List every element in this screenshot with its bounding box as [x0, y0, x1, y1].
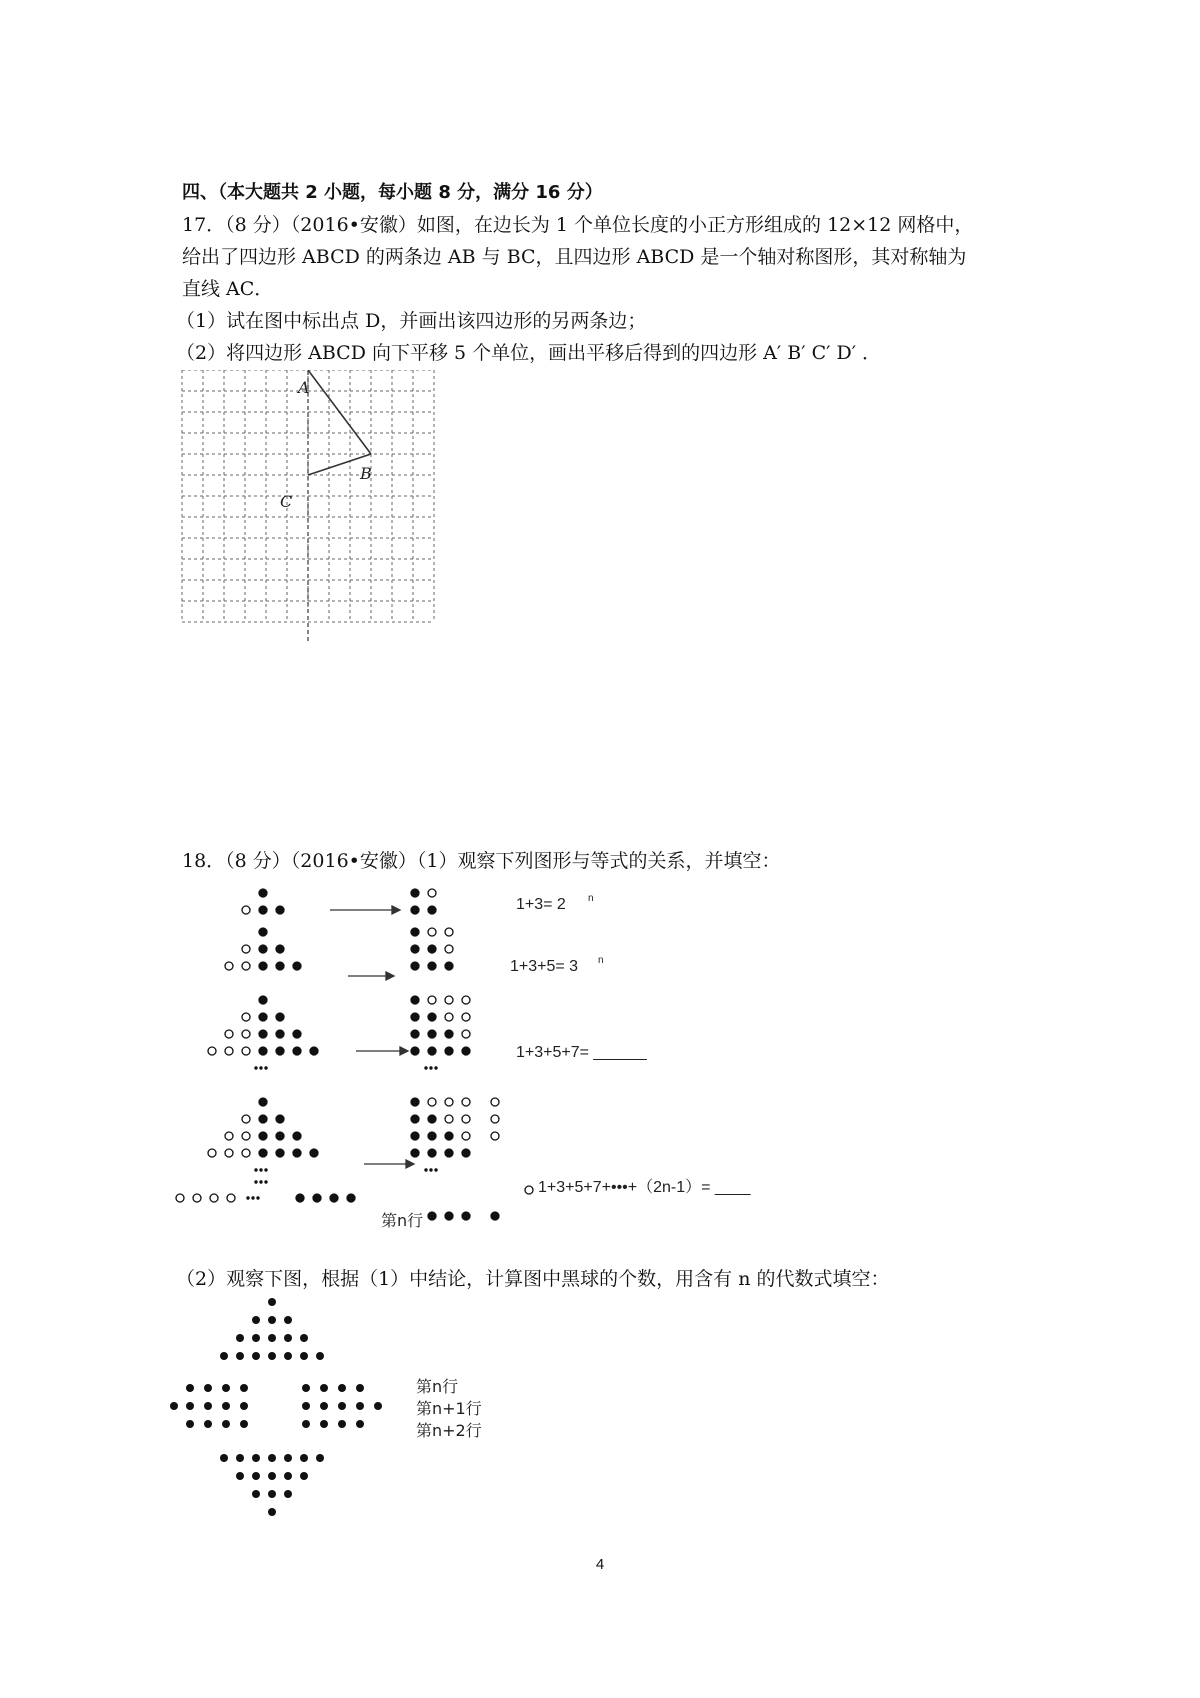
black-ball: [222, 1402, 230, 1410]
ellipsis-dot: [259, 1066, 262, 1069]
black-ball: [276, 1013, 284, 1021]
black-ball: [222, 1384, 230, 1392]
ellipsis-dot: [254, 1066, 257, 1069]
arrows: [330, 906, 414, 1168]
page-number: 4: [595, 1556, 605, 1573]
white-ball: [193, 1194, 201, 1202]
black-ball: [293, 1132, 301, 1140]
black-ball: [310, 1047, 318, 1055]
white-ball: [462, 1030, 470, 1038]
q17-part2: （2）将四边形 ABCD 向下平移 5 个单位，画出平移后得到的四边形 A′ B′ C′ D′ ．: [176, 342, 882, 364]
black-ball: [186, 1384, 194, 1392]
white-ball: [242, 906, 250, 914]
black-ball: [268, 1316, 276, 1324]
black-ball: [276, 962, 284, 970]
dot-patterns: [176, 889, 533, 1220]
label-row-n-plus-2: 第n+2行: [416, 1421, 482, 1440]
white-ball: [242, 1030, 250, 1038]
ellipsis-dot: [424, 1066, 427, 1069]
black-ball: [293, 1047, 301, 1055]
black-ball: [300, 1472, 308, 1480]
q17-line2: 给出了四边形 ABCD 的两条边 AB 与 BC，且四边形 ABCD 是一个轴对称图形，其对称轴为: [182, 246, 967, 268]
black-ball: [259, 1149, 267, 1157]
black-ball: [310, 1149, 318, 1157]
black-ball: [320, 1384, 328, 1392]
black-ball: [268, 1352, 276, 1360]
black-ball: [411, 962, 419, 970]
white-ball: [225, 1047, 233, 1055]
ellipsis-dot: [429, 1168, 432, 1171]
black-ball: [186, 1402, 194, 1410]
black-ball: [236, 1352, 244, 1360]
black-ball: [428, 1030, 436, 1038]
ellipsis-dot: [264, 1168, 267, 1171]
black-ball: [356, 1420, 364, 1428]
ellipsis-dot: [434, 1066, 437, 1069]
black-ball: [462, 1047, 470, 1055]
black-ball: [411, 996, 419, 1004]
equation-2: 1+3+5= 3: [510, 958, 579, 975]
black-ball: [268, 1490, 276, 1498]
black-ball: [268, 1334, 276, 1342]
black-ball: [204, 1420, 212, 1428]
black-ball: [240, 1384, 248, 1392]
black-ball: [268, 1298, 276, 1306]
black-ball: [300, 1352, 308, 1360]
black-ball: [374, 1402, 382, 1410]
white-ball: [242, 1149, 250, 1157]
black-ball: [445, 1030, 453, 1038]
white-ball: [445, 1098, 453, 1106]
equation-3: 1+3+5+7= ______: [516, 1044, 647, 1061]
white-ball: [445, 945, 453, 953]
white-ball: [242, 1115, 250, 1123]
black-ball: [445, 962, 453, 970]
black-ball-figure: [170, 1298, 382, 1516]
black-ball: [259, 962, 267, 970]
row-n-label: 第n行: [381, 1211, 424, 1230]
ellipsis-dot: [251, 1196, 254, 1199]
black-ball: [356, 1402, 364, 1410]
white-ball: [525, 1186, 533, 1194]
black-ball: [338, 1384, 346, 1392]
black-ball: [313, 1194, 321, 1202]
black-ball: [284, 1454, 292, 1462]
q17-line3: 直线 AC．: [182, 278, 274, 300]
black-ball: [293, 962, 301, 970]
black-ball: [276, 1047, 284, 1055]
q18-dot-pattern-figure: [170, 880, 850, 1240]
white-ball: [462, 1132, 470, 1140]
black-ball: [276, 906, 284, 914]
black-ball: [220, 1454, 228, 1462]
black-ball: [445, 1047, 453, 1055]
point-label-c: C: [280, 492, 293, 511]
black-ball: [428, 1149, 436, 1157]
white-ball: [242, 962, 250, 970]
grid-lines: [182, 370, 434, 642]
black-ball: [204, 1384, 212, 1392]
white-ball: [445, 996, 453, 1004]
black-ball: [411, 1132, 419, 1140]
white-ball: [462, 996, 470, 1004]
black-ball: [411, 1115, 419, 1123]
white-ball: [428, 996, 436, 1004]
black-ball: [320, 1420, 328, 1428]
white-ball: [462, 1098, 470, 1106]
q18-part2: （2）观察下图，根据（1）中结论，计算图中黑球的个数，用含有 n 的代数式填空：: [176, 1268, 890, 1290]
black-ball: [236, 1454, 244, 1462]
black-ball: [259, 928, 267, 936]
white-ball: [428, 1098, 436, 1106]
q17-grid-figure: [170, 370, 470, 690]
white-ball: [445, 928, 453, 936]
black-ball: [252, 1352, 260, 1360]
white-ball: [208, 1149, 216, 1157]
black-ball: [259, 889, 267, 897]
white-ball: [225, 1149, 233, 1157]
white-ball: [462, 1115, 470, 1123]
point-label-a: A: [298, 378, 310, 397]
black-ball: [316, 1352, 324, 1360]
equation-1: 1+3= 2: [516, 896, 566, 913]
ellipsis-dot: [429, 1066, 432, 1069]
black-ball: [411, 906, 419, 914]
black-ball: [356, 1384, 364, 1392]
black-ball: [428, 945, 436, 953]
black-ball: [276, 1115, 284, 1123]
equation-2-sup: n: [598, 955, 604, 966]
white-ball: [428, 928, 436, 936]
ellipsis-dot: [254, 1168, 257, 1171]
black-ball: [252, 1454, 260, 1462]
black-ball: [338, 1402, 346, 1410]
black-ball: [259, 1047, 267, 1055]
ellipsis-dot: [254, 1180, 257, 1183]
white-ball: [445, 1013, 453, 1021]
black-ball: [236, 1472, 244, 1480]
q17-part1: （1）试在图中标出点 D，并画出该四边形的另两条边；: [176, 310, 647, 332]
black-ball: [411, 889, 419, 897]
black-ball: [462, 1212, 470, 1220]
white-ball: [445, 1115, 453, 1123]
ellipsis-dot: [264, 1066, 267, 1069]
black-ball: [428, 1115, 436, 1123]
black-ball: [240, 1420, 248, 1428]
black-ball: [252, 1334, 260, 1342]
black-ball: [259, 996, 267, 1004]
black-ball: [411, 928, 419, 936]
black-ball: [222, 1420, 230, 1428]
white-ball: [242, 1132, 250, 1140]
black-ball: [428, 906, 436, 914]
black-ball: [276, 1132, 284, 1140]
white-ball: [242, 1047, 250, 1055]
white-ball: [491, 1132, 499, 1140]
black-ball: [236, 1334, 244, 1342]
ellipsis-dot: [264, 1180, 267, 1183]
black-ball: [296, 1194, 304, 1202]
point-label-b: B: [360, 464, 372, 483]
black-ball: [293, 1030, 301, 1038]
white-ball: [462, 1013, 470, 1021]
black-ball: [411, 945, 419, 953]
black-ball: [170, 1402, 178, 1410]
white-ball: [491, 1098, 499, 1106]
black-ball: [268, 1472, 276, 1480]
black-ball: [300, 1454, 308, 1462]
black-ball: [268, 1454, 276, 1462]
black-ball: [240, 1402, 248, 1410]
black-ball: [259, 1030, 267, 1038]
black-ball: [445, 1132, 453, 1140]
white-ball: [227, 1194, 235, 1202]
section-heading: 四、（本大题共 2 小题，每小题 8 分，满分 16 分）: [182, 182, 603, 203]
white-ball: [225, 962, 233, 970]
black-ball: [300, 1334, 308, 1342]
black-ball: [284, 1490, 292, 1498]
black-ball: [428, 1132, 436, 1140]
white-ball: [242, 945, 250, 953]
black-ball: [276, 1149, 284, 1157]
ellipsis-dot: [246, 1196, 249, 1199]
black-ball: [259, 906, 267, 914]
white-ball: [225, 1030, 233, 1038]
ellipsis-dot: [259, 1168, 262, 1171]
q18-line1: 18．（8 分）（2016•安徽）（1）观察下列图形与等式的关系，并填空：: [182, 850, 781, 872]
black-ball: [220, 1352, 228, 1360]
black-ball: [428, 1047, 436, 1055]
black-ball: [347, 1194, 355, 1202]
black-ball: [302, 1402, 310, 1410]
black-ball: [252, 1490, 260, 1498]
quadrilateral-edges: [308, 370, 371, 475]
black-ball: [252, 1316, 260, 1324]
black-ball: [491, 1212, 499, 1220]
white-ball: [428, 889, 436, 897]
equation-1-sup: n: [588, 893, 594, 904]
black-ball: [411, 1098, 419, 1106]
black-ball: [411, 1030, 419, 1038]
black-ball: [186, 1420, 194, 1428]
black-ball: [445, 1212, 453, 1220]
black-ball: [302, 1420, 310, 1428]
black-ball: [330, 1194, 338, 1202]
black-ball: [259, 1115, 267, 1123]
black-ball: [462, 1149, 470, 1157]
black-ball: [428, 1013, 436, 1021]
label-row-n-plus-1: 第n+1行: [416, 1399, 482, 1418]
edge-ab: [308, 370, 371, 454]
white-ball: [210, 1194, 218, 1202]
q18-part2-figure: [170, 1296, 530, 1546]
black-ball: [338, 1420, 346, 1428]
black-ball: [320, 1402, 328, 1410]
white-ball: [225, 1132, 233, 1140]
white-ball: [491, 1115, 499, 1123]
black-ball: [302, 1384, 310, 1392]
black-ball: [284, 1352, 292, 1360]
black-ball: [259, 1013, 267, 1021]
black-ball: [411, 1013, 419, 1021]
black-ball: [316, 1454, 324, 1462]
black-ball: [259, 1098, 267, 1106]
black-ball: [276, 1030, 284, 1038]
black-ball: [284, 1472, 292, 1480]
black-ball: [204, 1402, 212, 1410]
equation-4: 1+3+5+7+•••+（2n-1）= ____: [538, 1179, 751, 1196]
white-ball: [176, 1194, 184, 1202]
black-ball: [276, 945, 284, 953]
black-ball: [411, 1149, 419, 1157]
white-ball: [242, 1013, 250, 1021]
black-ball: [284, 1316, 292, 1324]
ellipsis-dot: [434, 1168, 437, 1171]
q17-line1: 17．（8 分）（2016•安徽）如图，在边长为 1 个单位长度的小正方形组成的 12×12 网格中，: [182, 214, 974, 236]
ellipsis-dot: [424, 1168, 427, 1171]
black-ball: [284, 1334, 292, 1342]
black-ball: [428, 1212, 436, 1220]
black-ball: [259, 1132, 267, 1140]
black-ball: [445, 1149, 453, 1157]
black-ball: [252, 1472, 260, 1480]
black-ball: [411, 1047, 419, 1055]
white-ball: [208, 1047, 216, 1055]
label-row-n: 第n行: [416, 1377, 459, 1396]
black-ball: [268, 1508, 276, 1516]
black-ball: [428, 962, 436, 970]
black-ball: [293, 1149, 301, 1157]
black-ball: [259, 945, 267, 953]
ellipsis-dot: [259, 1180, 262, 1183]
ellipsis-dot: [256, 1196, 259, 1199]
